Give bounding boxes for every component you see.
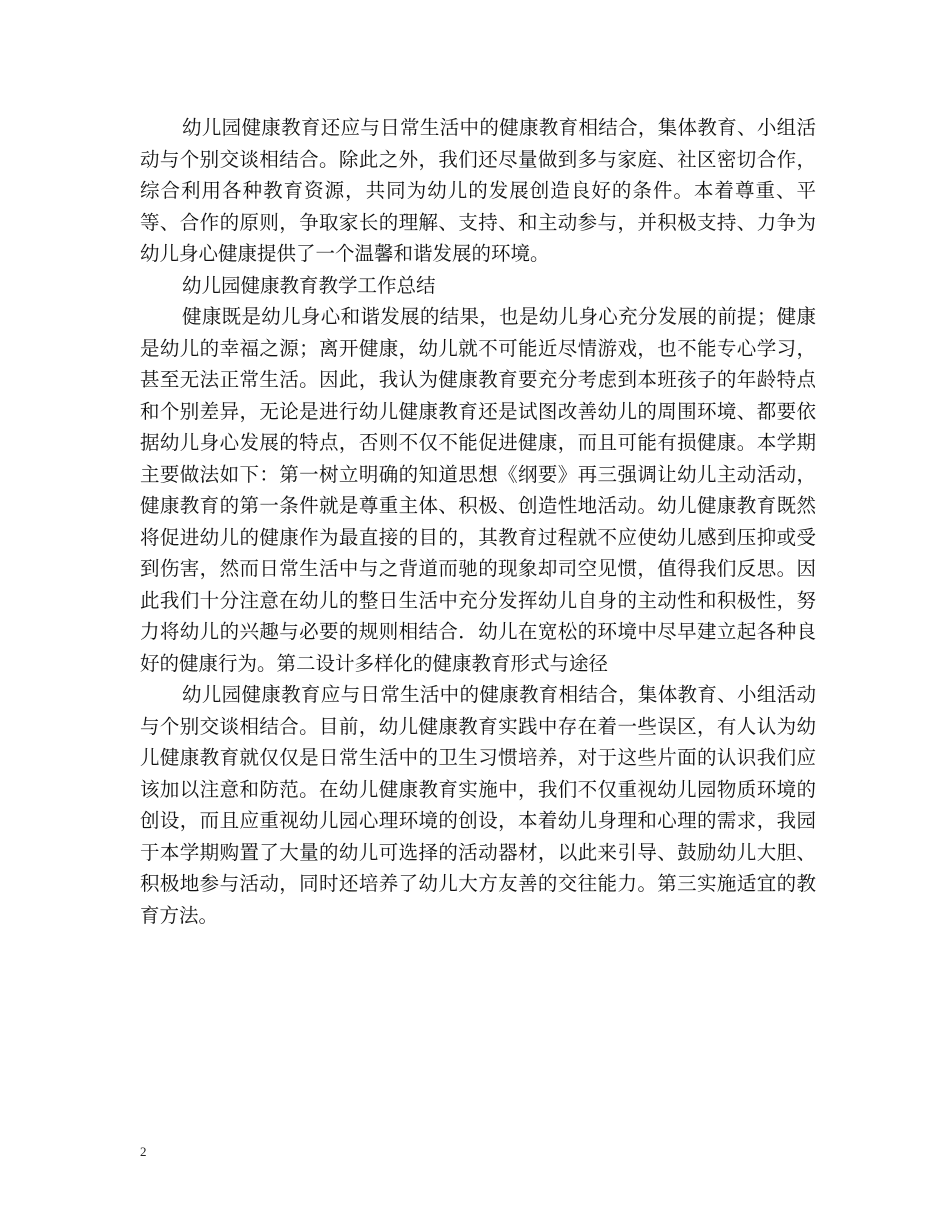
paragraph-health-summary: 健康既是幼儿身心和谐发展的结果，也是幼儿身心充分发展的前提；健康是幼儿的幸福之源；离开健康，幼儿就不可能近尽情游戏，也不能专心学习，甚至无法正常生活。因此，我认为健康教育要充分考虑到本班孩子的年龄特点和个别差异，无论是进行幼儿健康教育还是试图改善幼儿的周围环境、都要依据幼儿身心发展的特点，否则不仅不能促进健康，而且可能有损健康。本学期主要做法如下：第一树立明确的知道思想《纲要》再三强调让幼儿主动活动，健康教育的第一条件就是尊重主体、积极、创造性地活动。幼儿健康教育既然将促进幼儿的健康作为最直接的目的，其教育过程就不应使幼儿感到压抑或受到伤害，然而日常生活中与之背道而驰的现象却司空见惯，值得我们反思。因此我们十分注意在幼儿的整日生活中充分发挥幼儿自身的主动性和积极性，努力将幼儿的兴趣与必要的规则相结合．幼儿在宽松的环境中尽早建立起各种良好的健康行为。第二设计多样化的健康教育形式与途径 bbox=[140, 305, 816, 675]
paragraph-intro: 幼儿园健康教育还应与日常生活中的健康教育相结合，集体教育、小组活动与个别交谈相结合。除此之外，我们还尽量做到多与家庭、社区密切合作，综合利用各种教育资源，共同为幼儿的发展创造良好的条件。本着尊重、平等、合作的原则，争取家长的理解、支持、和主动参与，并积极支持、力争为幼儿身心健康提供了一个温馨和谐发展的环境。 bbox=[140, 116, 816, 265]
section-heading: 幼儿园健康教育教学工作总结 bbox=[182, 273, 436, 297]
document-body bbox=[140, 112, 816, 931]
page-number: 2 bbox=[140, 1144, 147, 1159]
paragraph-daily-life: 幼儿园健康教育应与日常生活中的健康教育相结合，集体教育、小组活动与个别交谈相结合。目前，幼儿健康教育实践中存在着一些误区，有人认为幼儿健康教育就仅仅是日常生活中的卫生习惯培养，对于这些片面的认识我们应该加以注意和防范。在幼儿健康教育实施中，我们不仅重视幼儿园物质环境的创设，而且应重视幼儿园心理环境的创设，本着幼儿身理和心理的需求，我园于本学期购置了大量的幼儿可选择的活动器材，以此来引导、鼓励幼儿大胆、积极地参与活动，同时还培养了幼儿大方友善的交往能力。第三实施适宜的教育方法。 bbox=[140, 683, 816, 927]
